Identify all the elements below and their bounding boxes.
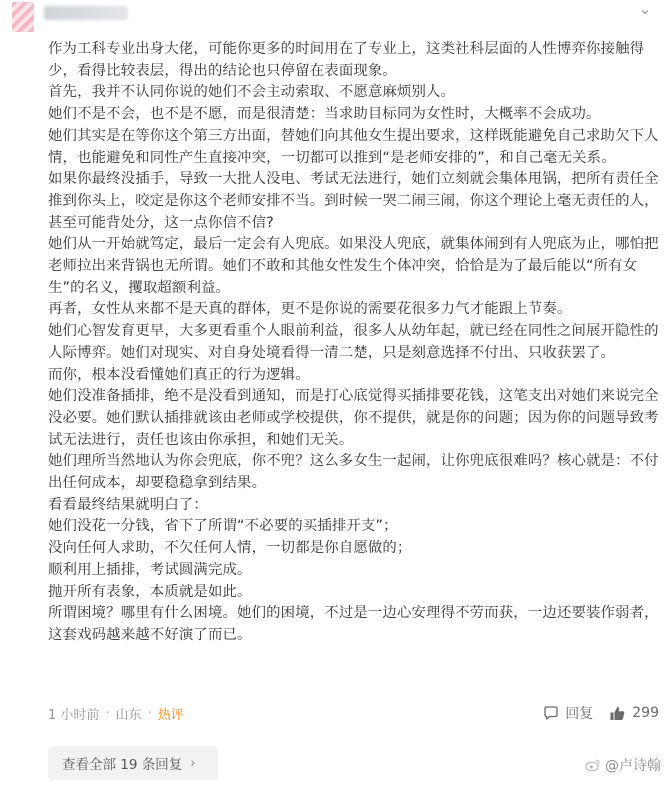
- username-redacted[interactable]: [44, 6, 128, 20]
- comment-paragraph: 她们没准备插排，绝不是没看到通知，而是打心底觉得买插排要花钱，这笔支出对她们来说完全没必要。她们默认插排就该由老师或学校提供，你不提供，就是你的问题；因为你的问题导致考试无法进行，责任也该由你承担，和她们无关。: [48, 388, 659, 448]
- view-all-replies-button[interactable]: [48, 746, 218, 780]
- comment-time: 1 小时前: [48, 707, 100, 723]
- chevron-right-icon: ›: [190, 755, 196, 771]
- like-count: 299: [632, 705, 659, 721]
- hot-comment-badge: 热评: [157, 707, 184, 723]
- view-all-label: 查看全部 19 条回复: [62, 757, 183, 773]
- comment-paragraph: 她们不是不会，也不是不愿，而是很清楚：当求助目标同为女性时，大概率不会成功。: [48, 106, 601, 123]
- thumbs-up-icon: [609, 705, 626, 722]
- weibo-logo-icon: [585, 758, 601, 772]
- comment-text: [48, 39, 660, 647]
- comment-location: 山东: [115, 707, 142, 723]
- comment-paragraph: 她们没花一分钱，省下了所谓“不必要的买插排开支”；: [48, 518, 398, 535]
- comment-paragraph: 再者，女性从来都不是天真的群体，更不是你说的需要花很多力气才能跟上节奏。: [48, 301, 572, 318]
- comment-paragraph: 所谓困境？哪里有什么困境。她们的困境，不过是一边心安理得不劳而获，一边还要装作弱者，这套戏码越来越不好演了而已。: [48, 605, 659, 643]
- chevron-down-icon[interactable]: ⌄: [638, 0, 652, 18]
- comment-paragraph: 她们从一开始就笃定，最后一定会有人兜底。如果没人兜底，就集体闹到有人兜底为止，哪怕把老师拉出来背锅也无所谓。她们不敢和其他女性发生个体冲突，恰恰是为了最后能以“所有女生”的名义，攫取超额利益。: [48, 236, 659, 296]
- avatar[interactable]: [12, 2, 34, 32]
- comment-paragraph: 首先，我并不认同你说的她们不会主动索取、不愿意麻烦别人。: [48, 84, 456, 101]
- comment-paragraph: 而你，根本没看懂她们真正的行为逻辑。: [48, 366, 310, 383]
- reply-label: 回复: [565, 706, 594, 722]
- comment-paragraph: 作为工科专业出身大佬，可能你更多的时间用在了专业上，这类社科层面的人性博弈你接触得少，看得比较表层，得出的结论也只停留在表面现象。: [48, 41, 645, 79]
- comment-paragraph: 没向任何人求助，不欠任何人情，一切都是你自愿做的；: [48, 540, 412, 557]
- watermark: [585, 755, 661, 775]
- like-button[interactable]: [609, 705, 659, 722]
- comment-actions: [543, 700, 659, 726]
- comment-paragraph: 抛开所有表象，本质就是如此。: [48, 583, 252, 600]
- watermark-text: @卢诗翰: [605, 758, 661, 774]
- comment-paragraph: 她们其实是在等你这个第三方出面，替她们向其他女生提出要求，这样既能避免自己求助欠下人情，也能避免和同性产生直接冲突，一切都可以推到“是老师安排的”，和自己毫无关系。: [48, 127, 659, 166]
- comment-header: [0, 0, 669, 40]
- meta-separator: ·: [147, 705, 152, 721]
- comment-paragraph: 看看最终结果就明白了：: [48, 496, 208, 513]
- reply-button[interactable]: [543, 703, 593, 723]
- comment-paragraph: 她们心智发育更早，大多更看重个人眼前利益，很多人从幼年起，就已经在同性之间展开隐性的人际博弈。她们对现实、对自身处境看得一清二楚，只是刻意选择不付出、只收获罢了。: [48, 323, 659, 361]
- comment-paragraph: 顺利用上插排，考试圆满完成。: [48, 561, 252, 578]
- comment-paragraph: 如果你最终没插手，导致一大批人没电、考试无法进行，她们立刻就会集体甩锅，把所有责任全推到你头上，咬定是你这个老师安排不当。到时候一哭二闹三闹，你这个理论上毫无责任的人，甚至可能背处分，这一点你信不信?: [48, 171, 659, 231]
- meta-separator: ·: [105, 705, 110, 721]
- comment-paragraph: 她们理所当然地认为你会兜底，你不兜？这么多女生一起闹，让你兜底很难吗？核心就是：不付出任何成本，却要稳稳拿到结果。: [48, 453, 659, 492]
- reply-bubble-icon: [543, 705, 559, 721]
